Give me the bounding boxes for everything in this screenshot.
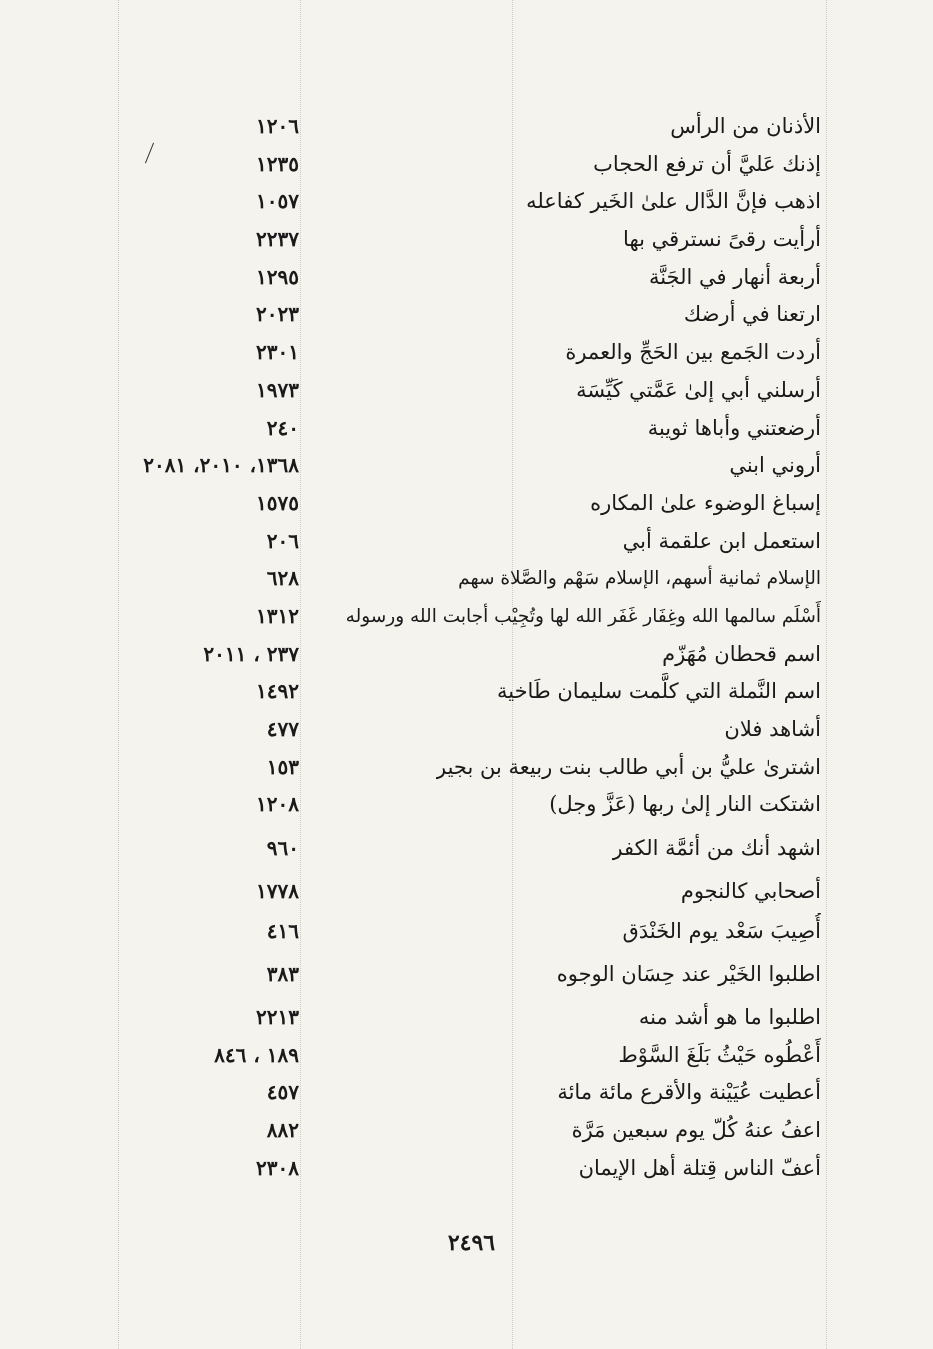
index-entry [0,873,933,911]
index-entry [0,447,933,485]
page-references: ٩٦٠ [266,836,299,861]
hadith-phrase: اشهد أنك من أئمَّة الكفر [612,836,821,861]
page-references: ١٨٩ ، ٨٤٦ [214,1042,299,1067]
page-references: ٤٧٧ [266,717,299,741]
hadith-phrase: أرسلني أبي إلىٰ عَمَّتي كَيِّسَة [576,377,821,402]
index-entry [0,673,933,711]
hadith-phrase: ارتعنا في أرضك [683,302,821,327]
page-references: ٢٠٦ [266,528,299,553]
page-references: ١٤٩٢ [256,679,299,704]
hadith-phrase: اشتكت النار إلىٰ ربها (عَزَّ وجل) [549,792,821,817]
hadith-phrase: أردت الجَمع بين الحَجِّ والعمرة [565,340,821,365]
hadith-phrase: أعطيت عُيَيْنة والأقرع مائة مائة [557,1080,821,1105]
page-references: ٦٢٨ [266,566,299,591]
page-references: ٢٤٠ [266,415,299,440]
hadith-phrase: أُصِيبَ سَعْد يوم الخَنْدَق [622,919,821,944]
index-entry [0,956,933,994]
page-references: ١٥٧٥ [256,490,299,515]
hadith-phrase: أربعة أنهار في الجَنَّة [648,264,821,289]
index-entry [0,1150,933,1188]
hadith-phrase: أعفّ الناس قِتلة أهل الإيمان [578,1155,821,1180]
hadith-phrase: اطلبوا الخَيْر عند حِسَان الوجوه [556,962,821,987]
page-references: ٢٣٠١ [256,340,299,365]
index-entry [0,913,933,951]
page-references: ٨٨٢ [266,1117,299,1142]
index-entry [0,560,933,598]
page-references: ٢٠٢٣ [256,302,299,327]
index-entry [0,221,933,259]
page-references: ١٢٩٥ [256,264,299,289]
hadith-phrase: اعفُ عنهُ كُلّ يوم سبعين مَرَّة [571,1117,821,1142]
page-references: ٢٢١٣ [256,1004,299,1029]
page-references: ٣٨٣ [266,962,299,987]
index-entry [0,711,933,749]
index-entry [0,108,933,146]
page-references: ١٧٧٨ [256,878,299,903]
page-references: ١٢٠٨ [256,792,299,817]
index-entry [0,1074,933,1112]
page-references: ٤١٦ [266,919,299,944]
hadith-phrase: أشاهد فلان [724,717,821,741]
index-entry [0,1112,933,1150]
index-entry [0,786,933,824]
hadith-phrase: أرأيت رقىً نسترقي بها [623,227,821,252]
page-references: ١٢٠٦ [256,114,299,138]
index-entry [0,523,933,561]
index-entry [0,334,933,372]
hadith-phrase: اشترىٰ عليُّ بن أبي طالب بنت ربيعة بن بجير [436,754,821,779]
hadith-index-list [0,108,933,1187]
page-references: ٢٣٠٨ [256,1155,299,1180]
hadith-phrase: أروني ابني [729,453,821,478]
hadith-phrase: اسم قحطان مُهَزّم [662,641,821,666]
page-references: ٤٥٧ [266,1080,299,1105]
page-references: ١٣٦٨، ٢٠١٠، ٢٠٨١ [143,453,299,478]
index-entry [0,485,933,523]
hadith-phrase: أصحابي كالنجوم [680,878,821,903]
page-references: ١٢٣٥ [256,151,299,176]
index-entry [0,749,933,787]
hadith-phrase: أَسْلَم سالمها الله وغِفَار غَفَر الله لها وتُجِيْب أجابت الله ورسوله [345,605,821,627]
page-number: ٢٤٩٦ [447,1230,496,1256]
index-entry [0,598,933,636]
page-references: ١٣١٢ [256,603,299,628]
hadith-phrase: الإسلام ثمانية أسهم، الإسلام سَهْم والصَّلاة سهم [458,568,821,590]
index-entry [0,830,933,868]
hadith-phrase: الأذنان من الرأس [670,114,821,138]
index-entry [0,146,933,184]
hadith-phrase: اسم النَّملة التي كلَّمت سليمان طَاخية [496,679,821,704]
page-references: ٢٣٧ ، ٢٠١١ [203,641,299,666]
page-references: ١٥٣ [266,754,299,779]
hadith-phrase: استعمل ابن علقمة أبي [622,528,821,553]
index-entry [0,410,933,448]
index-entry [0,259,933,297]
page-references: ١٠٥٧ [256,189,299,214]
page-references: ١٩٧٣ [256,377,299,402]
hadith-phrase: أَعْطُوه حَيْثُ بَلَغَ السَّوْط [618,1042,821,1067]
hadith-phrase: اطلبوا ما هو أشد منه [638,1004,821,1029]
index-entry [0,372,933,410]
hadith-phrase: إذنك عَليَّ أن ترفع الحجاب [593,151,821,176]
index-entry [0,296,933,334]
index-entry [0,636,933,674]
index-entry [0,999,933,1037]
page-references: ٢٢٣٧ [256,227,299,252]
hadith-phrase: اذهب فإنَّ الدَّال علىٰ الخَير كفاعله [526,189,821,214]
hadith-phrase: إسباغ الوضوء علىٰ المكاره [590,490,821,515]
hadith-phrase: أرضعتني وأباها ثويبة [647,415,821,440]
index-entry [0,183,933,221]
index-entry [0,1037,933,1075]
